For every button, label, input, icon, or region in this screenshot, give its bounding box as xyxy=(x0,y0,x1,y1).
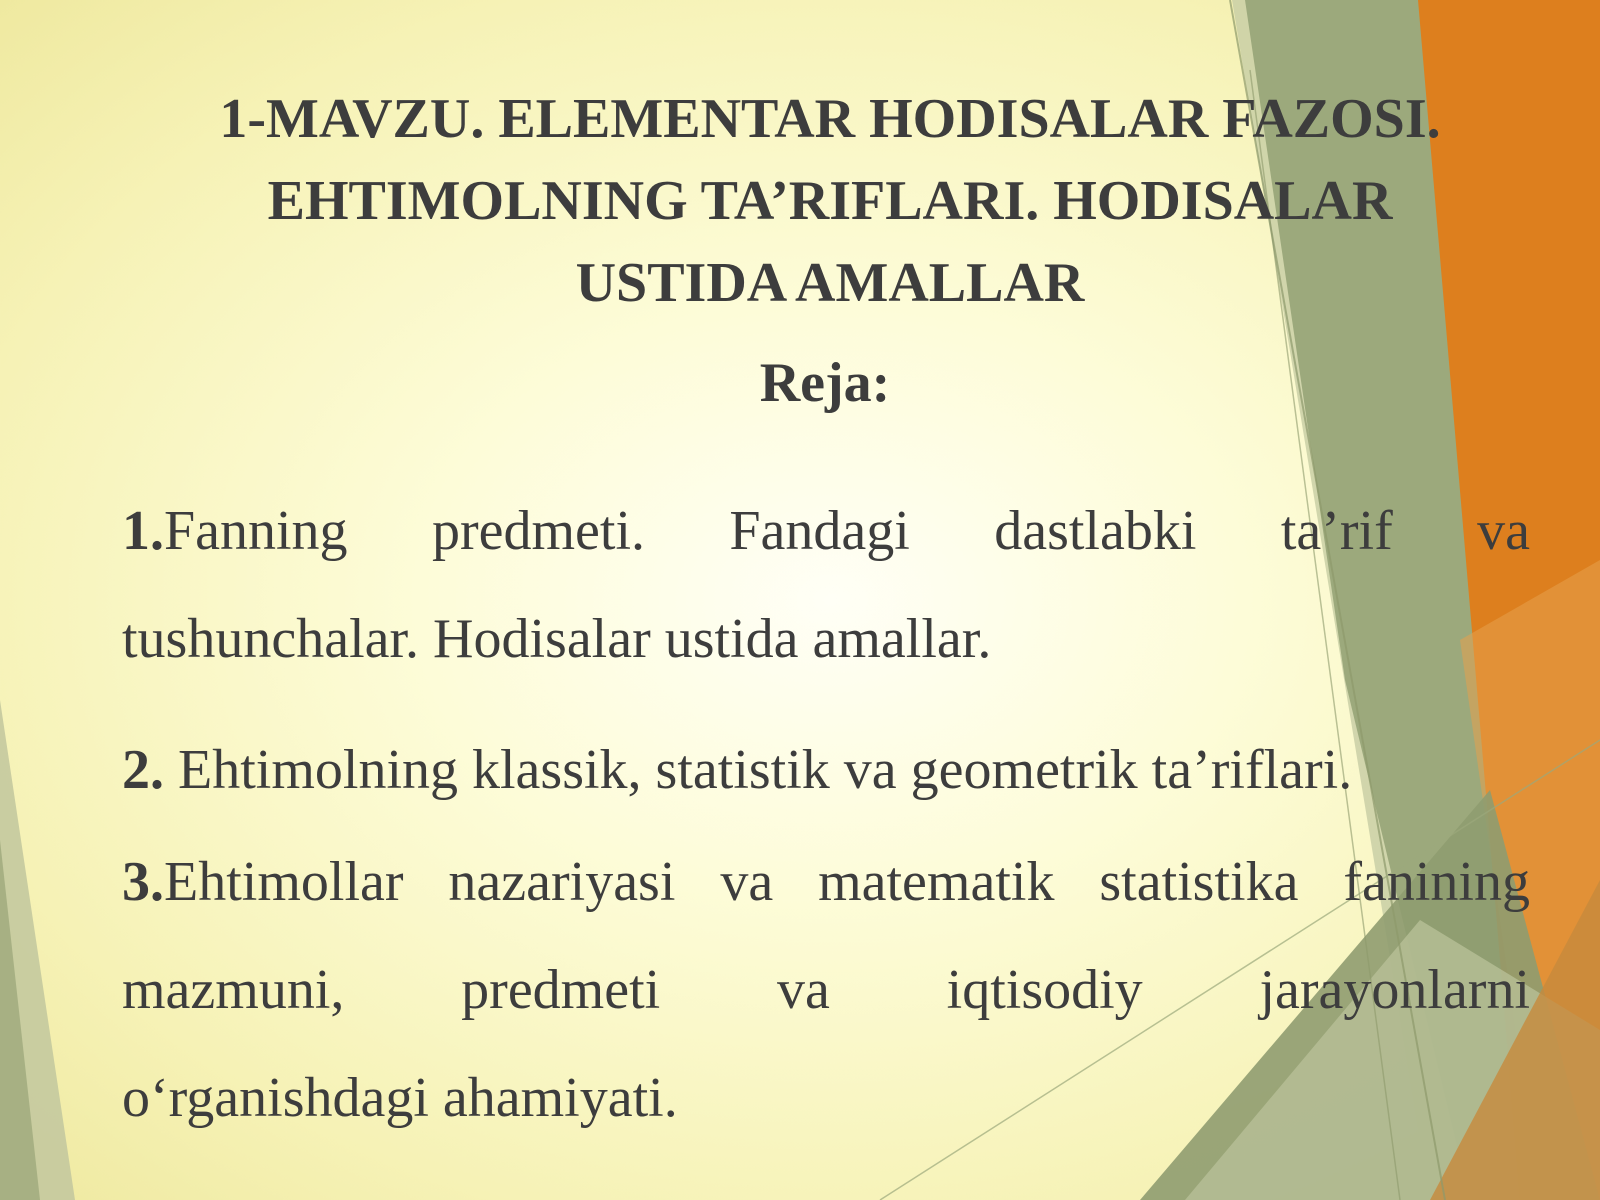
plan-item-1-line-1 xyxy=(122,477,1530,585)
plan-item-2-line-1 xyxy=(122,716,1530,824)
title-line-2: EHTIMOLNING TA’RIFLARI. HODISALAR xyxy=(267,170,1393,232)
plan-item-3-line-2: mazmuni, predmeti va iqtisodiy jarayonlarni xyxy=(122,959,1530,1021)
plan-item-text: Ehtimollar nazariyasi va matematik statistika fanining xyxy=(164,851,1530,913)
plan-item-number: 3. xyxy=(122,851,164,913)
plan-item-1 xyxy=(122,477,1530,693)
plan-item-number: 1. xyxy=(122,500,164,562)
title-line-1: 1-MAVZU. ELEMENTAR HODISALAR FAZOSI. xyxy=(219,88,1441,150)
plan-item-text: Ehtimolning klassik, statistik va geometrik ta’riflari. xyxy=(164,739,1353,801)
slide-title xyxy=(120,78,1540,324)
plan-heading: Reja: xyxy=(759,352,891,414)
title-line-3: USTIDA AMALLAR xyxy=(575,252,1085,314)
plan-item-2 xyxy=(122,716,1530,824)
plan-item-3-line-3: o‘rganishdagi ahamiyati. xyxy=(122,1067,678,1129)
plan-item-3-line-1 xyxy=(122,828,1530,936)
plan-item-number: 2. xyxy=(122,739,164,801)
plan-item-3 xyxy=(122,828,1530,1152)
plan-item-1-line-2: tushunchalar. Hodisalar ustida amallar. xyxy=(122,608,992,670)
plan-item-text: Fanning predmeti. Fandagi dastlabki ta’rif va xyxy=(164,500,1530,562)
